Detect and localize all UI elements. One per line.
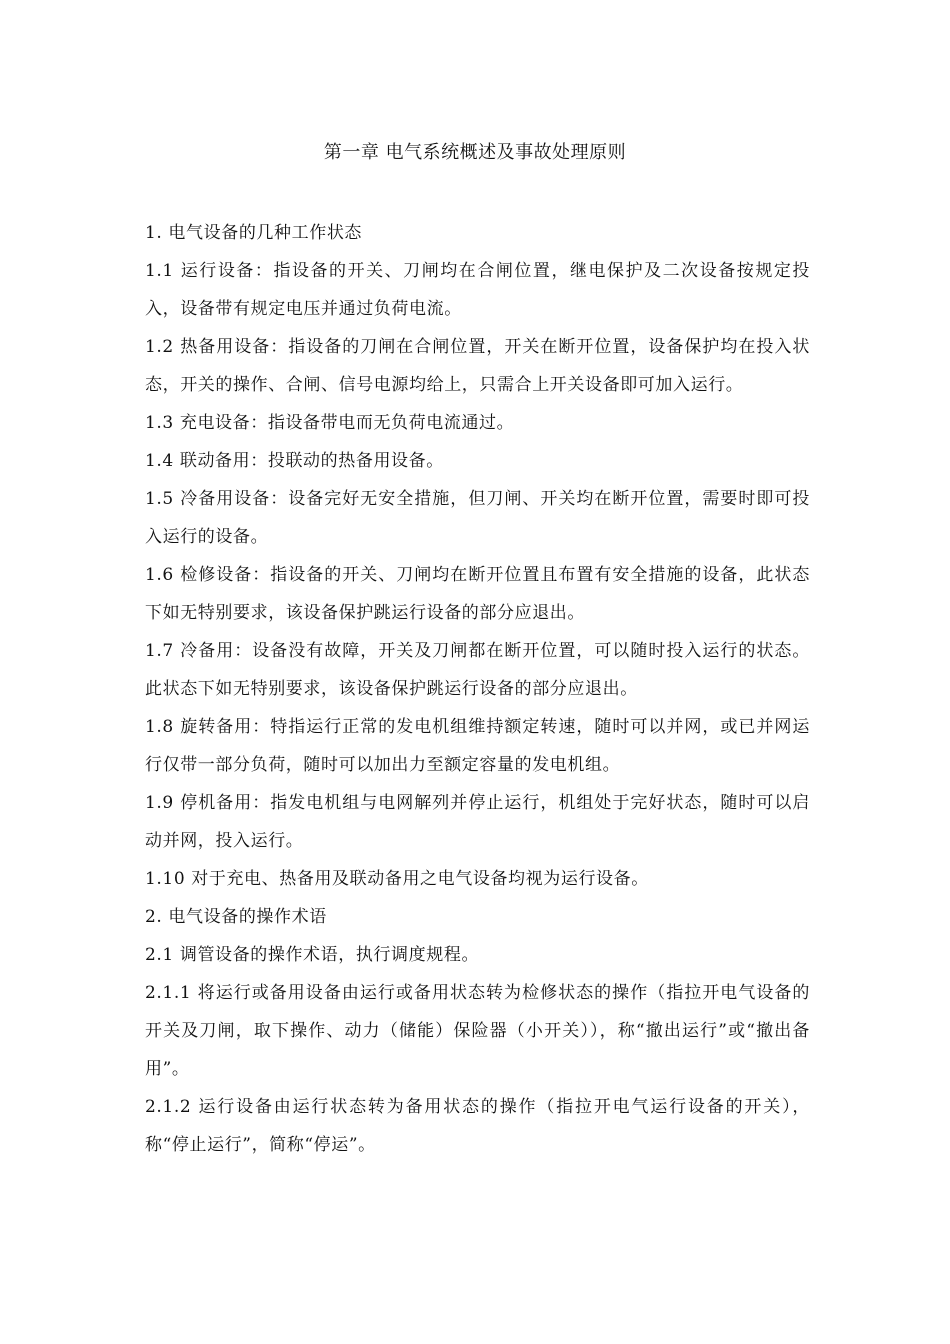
page-title: 第一章 电气系统概述及事故处理原则 bbox=[323, 142, 627, 163]
paragraph-1-2: 1.2 热备用设备：指设备的刀闸在合闸位置，开关在断开位置，设备保护均在投入状态，开关的操作、合闸、信号电源均给上，只需合上开关设备即可加入运行。 bbox=[145, 337, 810, 395]
paragraph-1-8: 1.8 旋转备用：特指运行正常的发电机组维持额定转速，随时可以并网，或已并网运行仅带一部分负荷，随时可以加出力至额定容量的发电机组。 bbox=[145, 717, 810, 775]
paragraph-1-6: 1.6 检修设备：指设备的开关、刀闸均在断开位置且布置有安全措施的设备，此状态下如无特别要求，该设备保护跳运行设备的部分应退出。 bbox=[145, 565, 810, 623]
paragraph-1-7: 1.7 冷备用：设备没有故障，开关及刀闸都在断开位置，可以随时投入运行的状态。此状态下如无特别要求，该设备保护跳运行设备的部分应退出。 bbox=[145, 641, 810, 699]
paragraph-2-1-1: 2.1.1 将运行或备用设备由运行或备用状态转为检修状态的操作（指拉开电气设备的开关及刀闸，取下操作、动力（储能）保险器（小开关）），称“撤出运行”或“撤出备用”。 bbox=[145, 983, 810, 1079]
document-body bbox=[145, 214, 810, 1164]
section-heading-1: 1. 电气设备的几种工作状态 bbox=[145, 223, 363, 243]
paragraph-1-4: 1.4 联动备用：投联动的热备用设备。 bbox=[145, 451, 444, 471]
section-heading-2: 2. 电气设备的操作术语 bbox=[145, 907, 327, 927]
paragraph-2-1-2: 2.1.2 运行设备由运行状态转为备用状态的操作（指拉开电气运行设备的开关），称“停止运行”，简称“停运”。 bbox=[145, 1097, 810, 1155]
paragraph-1-5: 1.5 冷备用设备：设备完好无安全措施，但刀闸、开关均在断开位置，需要时即可投入运行的设备。 bbox=[145, 489, 810, 547]
paragraph-2-1: 2.1 调管设备的操作术语，执行调度规程。 bbox=[145, 945, 480, 965]
paragraph-1-9: 1.9 停机备用：指发电机组与电网解列并停止运行，机组处于完好状态，随时可以启动并网，投入运行。 bbox=[145, 793, 810, 851]
paragraph-1-10: 1.10 对于充电、热备用及联动备用之电气设备均视为运行设备。 bbox=[145, 869, 649, 889]
paragraph-1-1: 1.1 运行设备：指设备的开关、刀闸均在合闸位置，继电保护及二次设备按规定投入，设备带有规定电压并通过负荷电流。 bbox=[145, 261, 810, 319]
paragraph-1-3: 1.3 充电设备：指设备带电而无负荷电流通过。 bbox=[145, 413, 515, 433]
